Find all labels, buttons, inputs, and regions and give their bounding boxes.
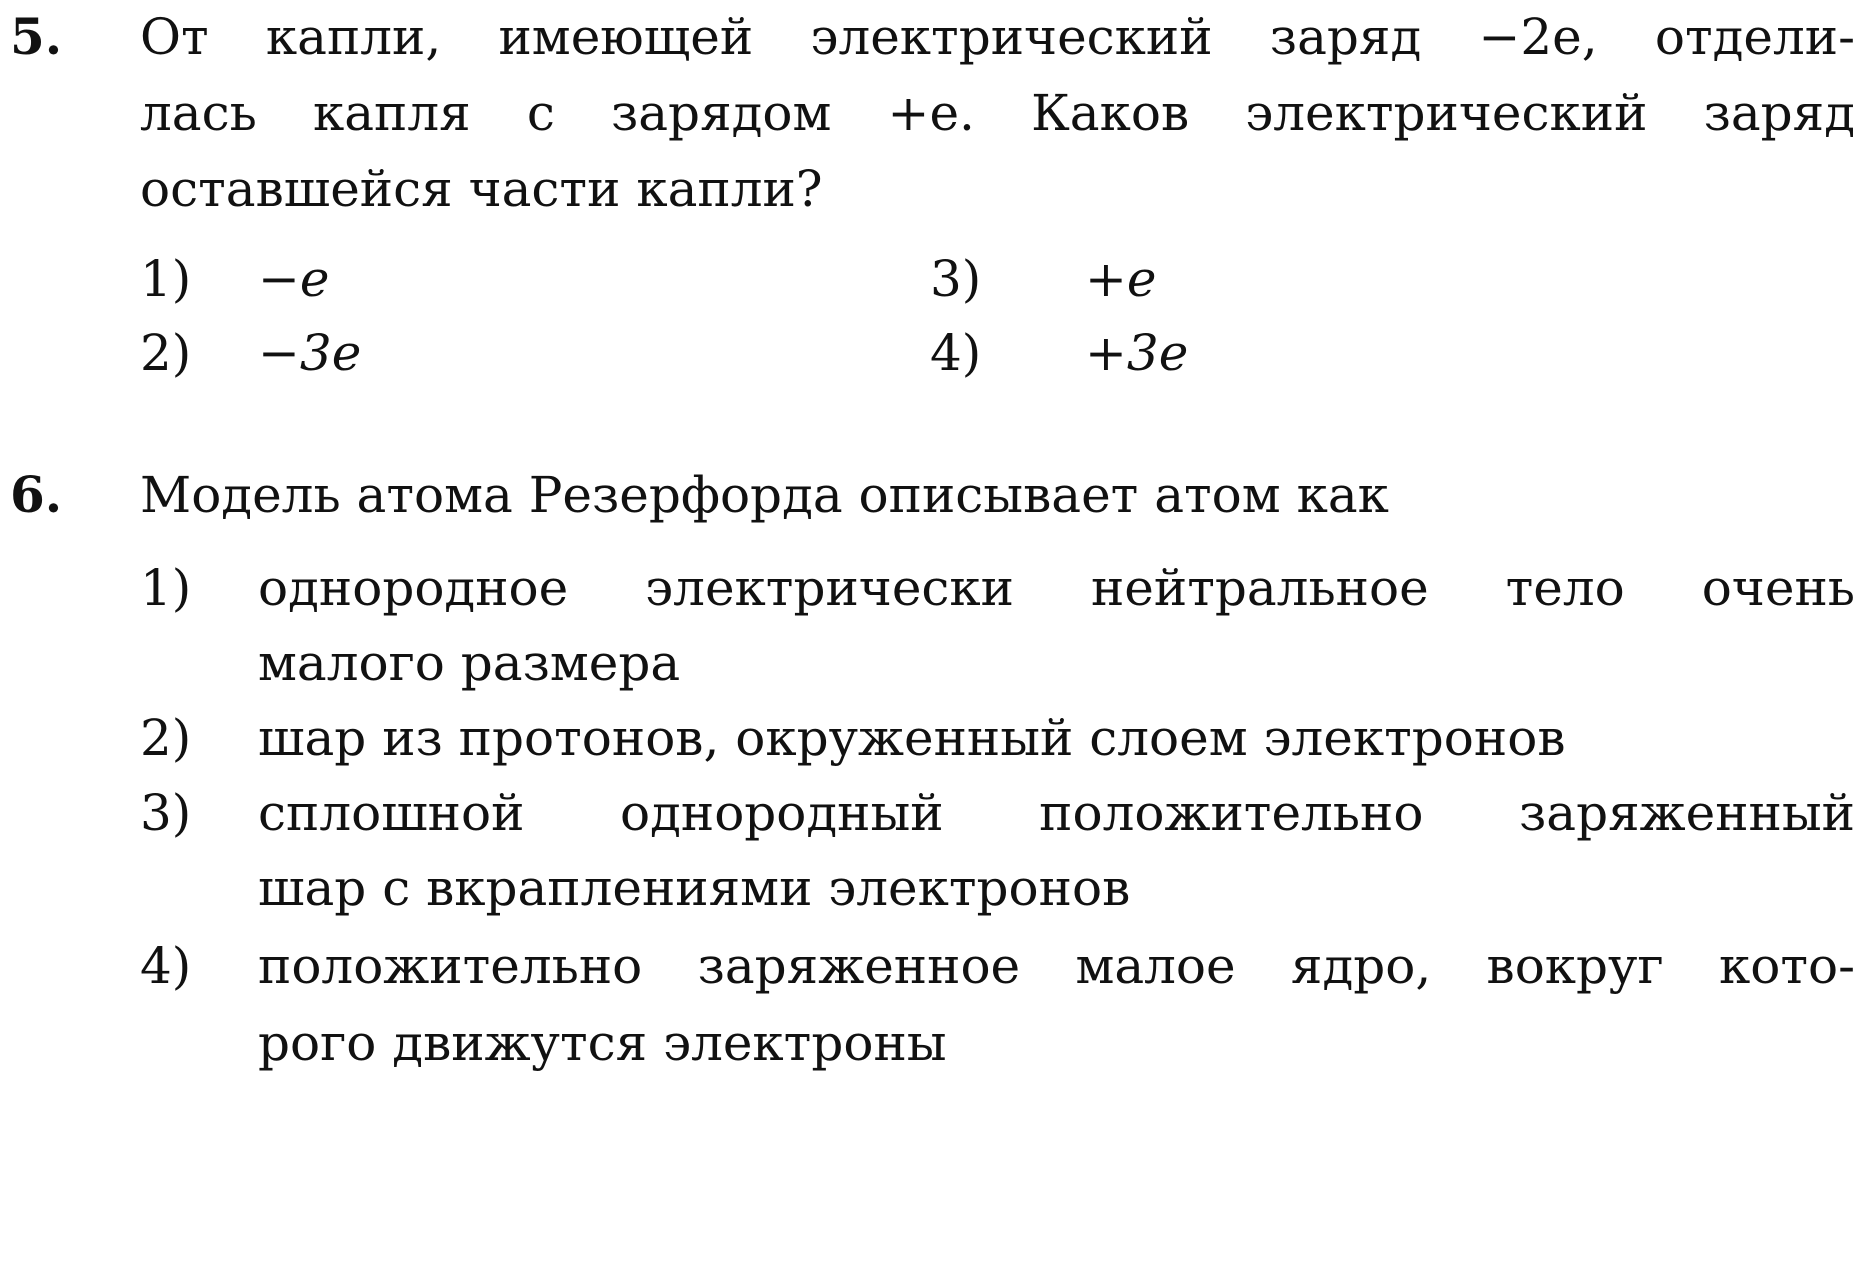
option-text-line: шар из протонов, окруженный слоем электронов [258, 709, 1566, 767]
option-text: −3e [258, 324, 362, 382]
question-stem-line: оставшейся части капли? [140, 160, 823, 218]
option-text-line: однородное электрически нейтральное тело очень [258, 559, 1855, 617]
option-text-line: рого движутся электроны [258, 1014, 947, 1072]
option-text-line: сплошной однородный положительно заряженный [258, 784, 1855, 842]
option-text: +e [1085, 250, 1157, 308]
question-number: 6. [10, 465, 63, 524]
option-label: 3) [140, 784, 192, 842]
option-label: 3) [930, 250, 982, 308]
question-stem-line: лась капля с зарядом +e. Каков электрический заряд [140, 84, 1855, 142]
option-label: 4) [140, 937, 192, 995]
option-label: 1) [140, 250, 192, 308]
option-label: 2) [140, 709, 192, 767]
option-text-line: положительно заряженное малое ядро, вокруг кото- [258, 937, 1855, 995]
option-label: 4) [930, 324, 982, 382]
option-label: 1) [140, 559, 192, 617]
option-text: −e [258, 250, 330, 308]
question-number: 5. [10, 7, 63, 66]
question-stem-line: От капли, имеющей электрический заряд −2e, отдели- [140, 8, 1855, 66]
option-label: 2) [140, 324, 192, 382]
question-stem-line: Модель атома Резерфорда описывает атом как [140, 466, 1389, 524]
option-text: +3e [1085, 324, 1189, 382]
option-text-line: шар с вкраплениями электронов [258, 859, 1131, 917]
option-text-line: малого размера [258, 634, 681, 692]
